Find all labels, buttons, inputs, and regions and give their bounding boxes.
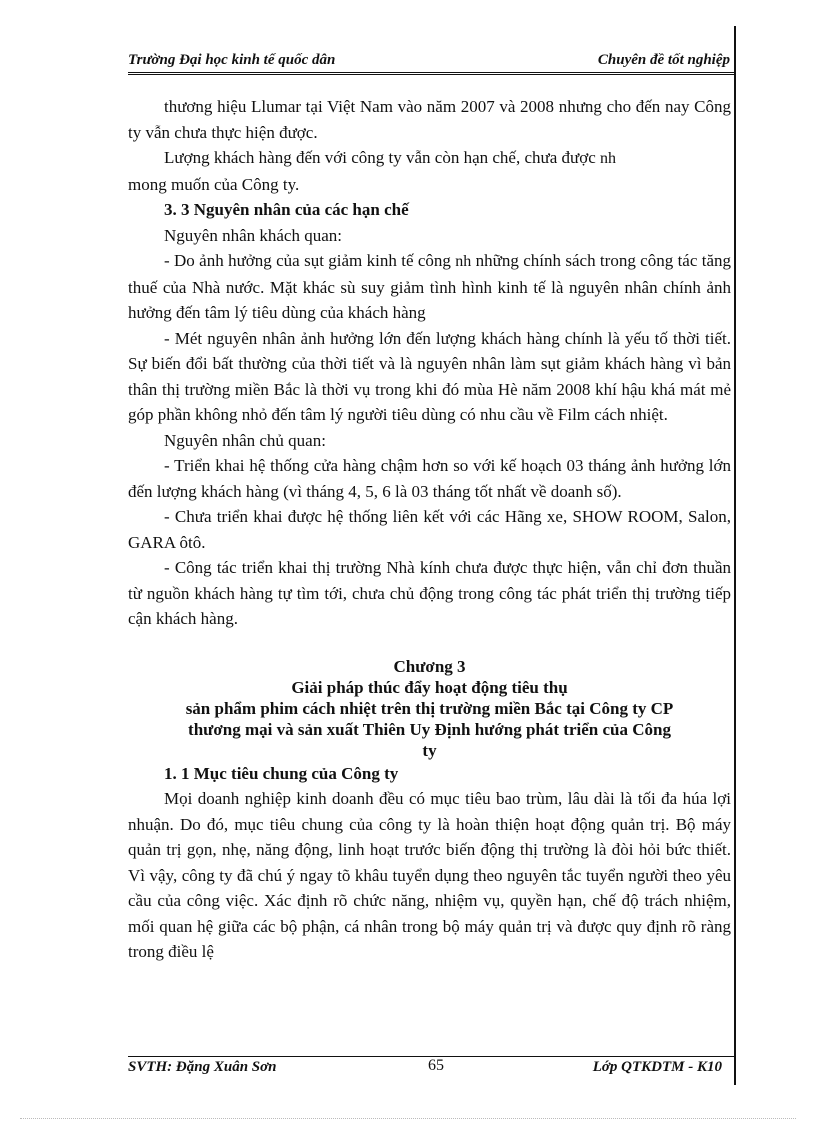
chapter-title-line: Giải pháp thúc đẩy hoạt động tiêu thụ [291,677,568,697]
page-footer [128,1056,734,1079]
page-number: 65 [428,1057,444,1074]
chapter-heading [128,656,731,761]
fragment-text: nh [455,253,472,270]
paragraph: thương hiệu Llumar tại Việt Nam vào năm 2007 và 2008 nhưng cho đến nay Công ty vẫn chưa thực hiện được. [128,97,731,142]
page-header [128,52,734,75]
paragraph [128,145,731,197]
paragraph-text: những chính sách trong công tác tăng thuế của Nhà nước. Mặt khác sù suy giảm tình hình kinh tế là nguyên nhân chính ảnh hưởng đến tâm lý tiêu dùng của khách hàng [128,251,732,322]
paragraph: - Công tác triển khai thị trường Nhà kính chưa được thực hiện, vẫn chỉ đơn thuần từ nguồn khách hàng tự tìm tới, chưa chủ động trong công tác phát triển thị trường tiếp cận khách hàng. [128,558,731,628]
document-body [128,94,731,965]
paragraph-text: Lượng khách hàng đến với công ty vẫn còn hạn chế, chưa được [164,148,596,167]
footer-class: Lớp QTKDTM - K10 [592,1059,722,1075]
paragraph: Nguyên nhân chủ quan: [164,430,326,450]
paragraph: - Triển khai hệ thống cửa hàng chậm hơn so với kế hoạch 03 tháng ảnh hưởng lớn đến lượng khách hàng (vì tháng 4, 5, 6 là 03 tháng tốt nhất về doanh số). [128,456,731,501]
paragraph-text: mong muốn của Công ty. [128,174,300,194]
section-heading: 1. 1 Mục tiêu chung của Công ty [164,763,399,783]
page-bottom-divider [20,1118,796,1119]
paragraph: - Mét nguyên nhân ảnh hưởng lớn đến lượng khách hàng chính là yếu tố thời tiết. Sự biến đổi bất thường của thời tiết và là nguyên nhân làm sụt giảm khách hàng vì bản thân thị trường miền Bắc là thời vụ trong khi đó mùa Hè năm 2008 khí hậu khá mát mẻ góp phần không nhỏ đến tâm lý người tiêu dùng có nhu cầu về Film cách nhiệt. [128,328,731,424]
header-school: Trường Đại học kinh tế quốc dân [128,52,336,68]
chapter-title-line: ty [422,740,437,760]
paragraph: Nguyên nhân khách quan: [164,225,342,245]
chapter-title-line: sản phẩm phim cách nhiệt trên thị trường miền Bắc tại Công ty CP [185,698,674,718]
paragraph: - Chưa triển khai được hệ thống liên kết với các Hãng xe, SHOW ROOM, Salon, GARA ôtô. [128,507,731,552]
chapter-label: Chương 3 [393,656,466,676]
fragment-text: nh [600,150,617,167]
header-doc-type: Chuyên đề tốt nghiệp [597,52,730,68]
paragraph: Mọi doanh nghiệp kinh doanh đều có mục tiêu bao trùm, lâu dài là tối đa húa lợi nhuận. Do đó, mục tiêu chung của công ty là hoàn thiện hoạt động quản trị. Bộ máy quản trị gọn, nhẹ, năng động, linh hoạt trước biến động thị trường là đòi hỏi bức thiết. Vì vậy, công ty đã chú ý ngay tõ khâu tuyển dụng theo nguyên tắc tuyển người theo yêu cầu của công việc. Xác định rõ chức năng, nhiệm vụ, quyền hạn, chế độ trách nhiệm, mối quan hệ giữa các bộ phận, cá nhân trong bộ máy quản trị và được quy định rõ ràng trong điều lệ [128,789,731,961]
paragraph [128,248,731,326]
paragraph-text: - Do ảnh hưởng của sụt giảm kinh tế công [164,251,451,270]
footer-student: SVTH: Đặng Xuân Sơn [128,1059,277,1075]
section-heading: 3. 3 Nguyên nhân của các hạn chế [164,200,409,219]
chapter-title-line: thương mại và sản xuất Thiên Uy Định hướng phát triển của Công [188,719,671,739]
